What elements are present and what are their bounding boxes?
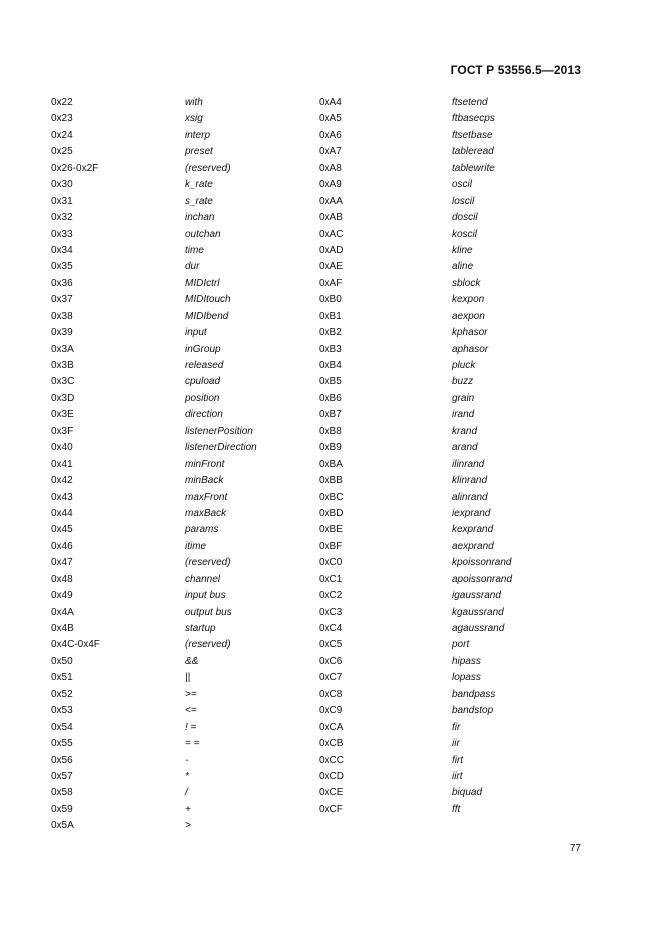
opcode-name-cell: (reserved)	[185, 639, 231, 651]
hex-code-cell: 0x3A	[51, 343, 74, 355]
hex-code-cell: 0x41	[51, 458, 73, 470]
opcode-name-cell: biquad	[452, 787, 483, 799]
hex-code-cell: 0x53	[51, 705, 73, 717]
hex-code-cell: 0x33	[51, 228, 73, 240]
opcode-name-cell: inchan	[185, 212, 215, 224]
hex-code-cell: 0x40	[51, 442, 73, 454]
opcode-name-cell: kgaussrand	[452, 606, 504, 618]
opcode-name-cell: iir	[452, 738, 460, 750]
opcode-name-cell: firt	[452, 754, 464, 766]
hex-code-cell: 0x3F	[51, 425, 74, 437]
hex-code-cell: 0x34	[51, 244, 73, 256]
opcode-name-cell: +	[185, 803, 191, 815]
hex-code-cell: 0x4B	[51, 623, 74, 634]
opcode-name-cell: cpuload	[185, 376, 221, 388]
hex-code-cell: 0xB9	[319, 442, 342, 454]
opcode-name-cell: minBack	[185, 475, 224, 487]
opcode-name-cell: buzz	[452, 376, 474, 388]
hex-code-cell: 0xC7	[319, 672, 343, 684]
opcode-name-cell: itime	[185, 540, 207, 552]
opcode-name-cell: interp	[185, 129, 211, 141]
hex-code-cell: 0x3E	[51, 409, 74, 421]
opcode-name-cell: kphasor	[452, 327, 488, 339]
hex-code-cell: 0xBD	[319, 507, 344, 519]
opcode-name-cell: kexpon	[452, 294, 485, 306]
opcode-name-cell: pluck	[452, 360, 476, 371]
hex-code-cell: 0x30	[51, 179, 73, 191]
hex-code-cell: 0xBC	[319, 491, 344, 503]
opcode-name-cell: tableread	[452, 146, 494, 158]
hex-code-cell: 0xC5	[319, 639, 343, 651]
hex-code-cell: 0xCB	[319, 738, 344, 750]
opcode-name-cell: ftsetbase	[452, 129, 493, 141]
hex-code-cell: 0x3C	[51, 376, 75, 388]
hex-code-cell: 0x47	[51, 557, 73, 569]
hex-code-cell: 0x58	[51, 787, 73, 799]
hex-code-cell: 0xA9	[319, 179, 342, 191]
hex-code-cell: 0x25	[51, 146, 73, 158]
hex-code-cell: 0x49	[51, 590, 73, 602]
opcode-name-cell: hipass	[452, 655, 481, 667]
opcode-name-cell: ftsetend	[452, 97, 488, 108]
opcode-name-cell: port	[452, 639, 470, 651]
opcode-name-cell: bandstop	[452, 705, 494, 717]
opcode-name-cell: <=	[185, 705, 197, 717]
right-code-column	[319, 95, 344, 818]
hex-code-cell: 0x59	[51, 803, 73, 815]
opcode-name-cell: channel	[185, 573, 221, 585]
left-code-column	[51, 95, 100, 835]
opcode-name-cell: time	[185, 244, 204, 256]
hex-code-cell: 0x50	[51, 655, 73, 667]
opcode-name-cell: fft	[452, 803, 461, 815]
opcode-name-cell: /	[185, 787, 188, 799]
hex-code-cell: 0xAF	[319, 277, 343, 289]
hex-code-cell: 0xCE	[319, 787, 344, 799]
opcode-name-cell: aexpon	[452, 310, 485, 322]
hex-code-cell: 0x56	[51, 754, 73, 766]
opcode-name-cell: klinrand	[452, 475, 488, 487]
hex-code-cell: 0x45	[51, 524, 73, 536]
opcode-name-cell: koscil	[452, 228, 478, 240]
hex-code-cell: 0x26-0x2F	[51, 162, 99, 174]
hex-code-cell: 0x35	[51, 261, 73, 273]
opcode-name-cell: MIDItouch	[185, 294, 231, 306]
hex-code-cell: 0xCF	[319, 803, 343, 815]
hex-code-cell: 0x22	[51, 97, 73, 108]
opcode-name-cell: kexprand	[452, 524, 494, 536]
opcode-name-cell: krand	[452, 425, 478, 437]
opcode-name-cell: arand	[452, 442, 478, 454]
opcode-name-cell: input	[185, 327, 207, 339]
opcode-name-cell: released	[185, 360, 224, 371]
hex-code-cell: 0xC9	[319, 705, 343, 717]
hex-code-cell: 0xBB	[319, 475, 343, 487]
hex-code-cell: 0xCA	[319, 721, 344, 733]
opcode-name-cell: fir	[452, 721, 461, 733]
opcode-name-cell: position	[185, 392, 220, 404]
hex-code-cell: 0xC6	[319, 655, 343, 667]
opcode-name-cell: listenerDirection	[185, 442, 257, 454]
opcode-name-cell: maxFront	[185, 491, 228, 503]
opcode-name-cell: oscil	[452, 179, 473, 191]
hex-code-cell: 0xC2	[319, 590, 343, 602]
hex-code-cell: 0xAD	[319, 244, 344, 256]
opcode-name-cell: dur	[185, 261, 200, 273]
hex-code-cell: 0x43	[51, 491, 73, 503]
opcode-name-cell: ||	[185, 672, 191, 684]
opcode-name-cell: bandpass	[452, 688, 496, 700]
hex-code-cell: 0xCC	[319, 754, 345, 766]
hex-code-cell: 0xA5	[319, 113, 342, 125]
opcode-name-cell: tablewrite	[452, 162, 495, 174]
opcode-name-cell: sblock	[452, 277, 481, 289]
opcode-name-cell: *	[185, 770, 189, 782]
hex-code-cell: 0x4A	[51, 606, 74, 618]
opcode-name-cell: input bus	[185, 590, 226, 602]
opcode-name-cell: aphasor	[452, 343, 489, 355]
opcode-name-cell: &&	[185, 655, 199, 667]
hex-code-cell: 0x3D	[51, 392, 75, 404]
opcode-name-cell: >=	[185, 688, 197, 700]
hex-code-cell: 0xAE	[319, 261, 343, 273]
opcode-name-cell: s_rate	[185, 195, 213, 207]
hex-code-cell: 0x37	[51, 294, 73, 306]
hex-code-cell: 0xC0	[319, 557, 343, 569]
hex-code-cell: 0xC4	[319, 623, 343, 634]
opcode-name-cell: aexprand	[452, 540, 494, 552]
page-number: 77	[569, 843, 581, 854]
hex-code-cell: 0xA4	[319, 97, 342, 108]
opcode-name-cell: preset	[185, 146, 213, 158]
opcode-name-cell: k_rate	[185, 179, 213, 191]
opcode-name-cell: maxBack	[185, 507, 227, 519]
hex-code-cell: 0xC8	[319, 688, 343, 700]
hex-code-cell: 0xB3	[319, 343, 342, 355]
hex-code-cell: 0xB0	[319, 294, 342, 306]
hex-code-cell: 0x32	[51, 212, 73, 224]
hex-code-cell: 0xB8	[319, 425, 342, 437]
opcode-name-cell: alinrand	[452, 491, 488, 503]
hex-code-cell: 0x44	[51, 507, 73, 519]
opcode-name-cell: iirt	[452, 770, 463, 782]
opcode-name-cell: kpoissonrand	[452, 557, 512, 569]
hex-code-cell: 0xB7	[319, 409, 342, 421]
opcode-name-cell: inGroup	[185, 343, 221, 355]
hex-code-cell: 0xA7	[319, 146, 342, 158]
opcode-name-cell: (reserved)	[185, 557, 231, 569]
opcode-name-cell: MIDIbend	[185, 310, 229, 322]
hex-code-cell: 0xC3	[319, 606, 343, 618]
left-name-column	[185, 95, 257, 835]
hex-code-cell: 0x31	[51, 195, 73, 207]
hex-code-cell: 0x54	[51, 721, 73, 733]
opcode-name-cell: listenerPosition	[185, 425, 253, 437]
hex-code-cell: 0x5A	[51, 820, 74, 832]
opcode-name-cell: MIDIctrl	[185, 277, 220, 289]
opcode-name-cell: output bus	[185, 606, 232, 618]
hex-code-cell: 0x38	[51, 310, 73, 322]
opcode-name-cell: >	[185, 820, 191, 832]
opcode-name-cell: outchan	[185, 228, 221, 240]
opcode-name-cell: minFront	[185, 458, 225, 470]
hex-code-cell: 0x55	[51, 738, 73, 750]
hex-code-cell: 0x39	[51, 327, 73, 339]
opcode-name-cell: irand	[452, 409, 475, 421]
hex-code-cell: 0xB4	[319, 360, 342, 371]
hex-code-cell: 0x3B	[51, 360, 74, 371]
opcode-name-cell: (reserved)	[185, 162, 231, 174]
hex-code-cell: 0xBF	[319, 540, 343, 552]
hex-code-cell: 0x42	[51, 475, 73, 487]
hex-code-cell: 0x4C-0x4F	[51, 639, 100, 651]
opcode-name-cell: kline	[452, 244, 473, 256]
opcode-name-cell: aline	[452, 261, 474, 273]
opcode-name-cell: apoissonrand	[452, 573, 513, 585]
opcode-name-cell: ftbasecps	[452, 113, 495, 125]
opcode-name-cell: direction	[185, 409, 223, 421]
opcode-name-cell: startup	[185, 623, 216, 634]
opcode-name-cell: xsig	[185, 113, 203, 125]
hex-code-cell: 0xBA	[319, 458, 343, 470]
hex-code-cell: 0xC1	[319, 573, 343, 585]
opcode-name-cell: ilinrand	[452, 458, 485, 470]
hex-code-cell: 0xAB	[319, 212, 343, 224]
opcode-name-cell: ! =	[185, 721, 197, 733]
hex-code-cell: 0x52	[51, 688, 73, 700]
opcode-name-cell: iexprand	[452, 507, 491, 519]
opcode-name-cell: = =	[185, 738, 200, 750]
hex-code-cell: 0x24	[51, 129, 73, 141]
hex-code-cell: 0x57	[51, 770, 73, 782]
hex-code-cell: 0xAC	[319, 228, 344, 240]
opcode-name-cell: loscil	[452, 195, 475, 207]
right-name-column	[452, 95, 512, 818]
opcode-name-cell: lopass	[452, 672, 481, 684]
hex-code-cell: 0x46	[51, 540, 73, 552]
opcode-name-cell: doscil	[452, 212, 478, 224]
hex-code-cell: 0x51	[51, 672, 73, 684]
opcode-name-cell: params	[185, 524, 219, 536]
opcode-name-cell: grain	[452, 392, 475, 404]
hex-code-cell: 0xB5	[319, 376, 342, 388]
hex-code-cell: 0x23	[51, 113, 73, 125]
page-header-standard-id: ГОСТ Р 53556.5—2013	[450, 63, 581, 77]
opcode-name-cell: igaussrand	[452, 590, 501, 602]
hex-code-cell: 0xA8	[319, 162, 342, 174]
hex-code-cell: 0xA6	[319, 129, 342, 141]
opcode-name-cell: agaussrand	[452, 623, 505, 634]
hex-code-cell: 0xCD	[319, 770, 345, 782]
hex-code-cell: 0x48	[51, 573, 73, 585]
hex-code-cell: 0xBE	[319, 524, 343, 536]
hex-code-cell: 0x36	[51, 277, 73, 289]
opcode-name-cell: with	[185, 97, 203, 108]
hex-code-cell: 0xB1	[319, 310, 342, 322]
hex-code-cell: 0xAA	[319, 195, 343, 207]
opcode-name-cell: -	[185, 754, 189, 766]
hex-code-cell: 0xB2	[319, 327, 342, 339]
hex-code-cell: 0xB6	[319, 392, 342, 404]
